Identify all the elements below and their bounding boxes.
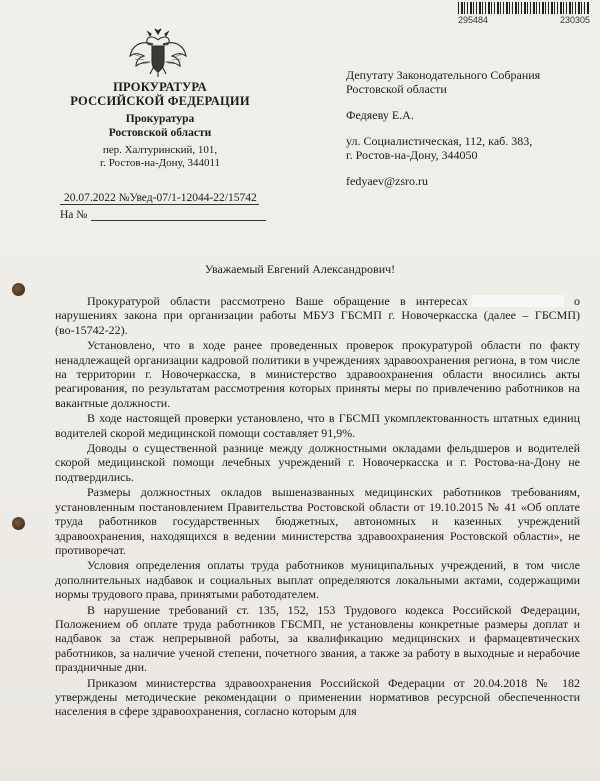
- org-address-1: пер. Халтуринский, 101,: [102, 144, 218, 156]
- letter-body: [55, 294, 580, 720]
- paragraph-7: В нарушение требований ст. 135, 152, 153 Трудового кодекса Российской Федерации, Положением об оплате труда работников ГБСМП, не установлены конкретные размеры доплат и надбавок за стаж непрерывной работы, за квалификацию медицинских и фармацевтических работников, за наличие ученой степени, почетного звания, а также за работу в выходные и нерабочие праздничные дни.: [55, 602, 580, 675]
- org-line-1: ПРОКУРАТУРА: [113, 80, 207, 94]
- registration-block: [60, 192, 266, 221]
- org-line-4: Ростовской области: [108, 127, 212, 139]
- paragraph-4: Доводы о существенной разнице между должностными окладами фельдшеров и водителей скорой медицинской помощи лечебных учреждений г. Новочеркасска и г. Ростова-на-Дону не подтвердились.: [55, 441, 580, 484]
- punch-hole-bottom: [12, 517, 25, 530]
- addressee-city: г. Ростов-на-Дону, 344050: [346, 148, 478, 162]
- addressee-email: fedyaev@zsro.ru: [346, 174, 429, 188]
- addressee-line-2: Ростовской области: [346, 82, 447, 96]
- addressee-name: Федяеву Е.А.: [346, 108, 414, 122]
- org-line-2: РОССИЙСКОЙ ФЕДЕРАЦИИ: [70, 94, 250, 108]
- coat-of-arms-icon: [128, 26, 188, 78]
- registration-date-number: 20.07.2022 №Увед-07/1-12044-22/15742: [60, 192, 259, 205]
- org-line-3: Прокуратура: [125, 113, 195, 125]
- reply-number-label: На №: [60, 209, 88, 221]
- barcode-sticker: [458, 2, 590, 24]
- sender-organization: [60, 80, 260, 170]
- paragraph-1: Прокуратурой области рассмотрено Ваше обращение в интересах о нарушениях закона при организации работы МБУЗ ГБСМП г. Новочеркасска (далее – ГБСМП) (во-15742-22).: [55, 294, 580, 337]
- paragraph-8: Приказом министерства здравоохранения Российской Федерации от 20.04.2018 № 182 утверждены методические рекомендации о применении нормативов ресурсной обеспеченности населения в сфере здравоохранения, согласно которым для: [55, 675, 580, 719]
- barcode-number-left: 295484: [458, 15, 489, 25]
- reply-number-blank: [91, 220, 266, 221]
- addressee-line-1: Депутату Законодательного Собрания: [346, 68, 541, 82]
- punch-hole-top: [12, 283, 25, 296]
- redaction-box: [472, 295, 564, 307]
- org-address-2: г. Ростов-на-Дону, 344011: [99, 157, 221, 169]
- greeting: Уважаемый Евгений Александрович!: [204, 262, 396, 276]
- paragraph-2: Установлено, что в ходе ранее проведенных проверок прокуратурой области по факту ненадлежащей организации кадровой политики в учреждениях здравоохранения региона, в том числе на территории г. Новочеркасска, в министерство здравоохранения области вносились акты реагирования, по результатам рассмотрения которых приняты меры по привлечению работников на вакантные должности.: [55, 338, 580, 410]
- paragraph-5: Размеры должностных окладов вышеназванных медицинских работников требованиям, установленным постановлением Правительства Ростовской области от 19.10.2015 № 41 «Об оплате труда работников государственных бюджетных, автономных и казенных учреждений здравоохранения, находящихся в ведении министерства здравоохранения Ростовской области», не противоречат.: [55, 485, 580, 557]
- barcode-number-right: 230305: [559, 15, 590, 25]
- paragraph-3: В ходе настоящей проверки установлено, что в ГБСМП укомплектованность штатных единиц водителей скорой медицинской помощи составляет 91,9%.: [55, 411, 580, 440]
- barcode-bars: [458, 2, 590, 14]
- addressee-street: ул. Социалистическая, 112, каб. 383,: [346, 134, 533, 148]
- addressee-block: [346, 68, 596, 188]
- paragraph-6: Условия определения оплаты труда работников муниципальных учреждений, в том числе дополнительных надбавок и социальных выплат определяются локальными актами, содержащими нормы трудового права, принятыми работодателем.: [55, 558, 580, 602]
